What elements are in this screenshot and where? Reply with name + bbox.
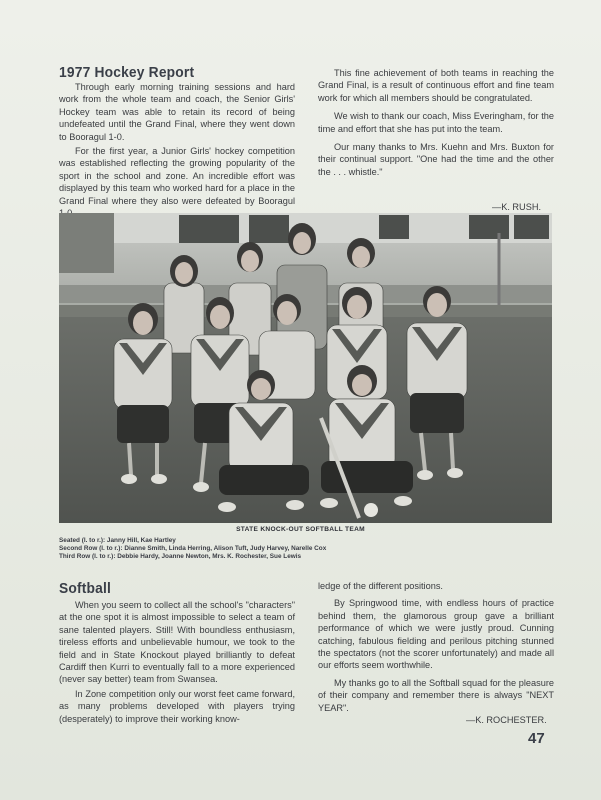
softball-paragraph-3: ledge of the different positions. xyxy=(318,581,443,591)
caption-seated: Seated (l. to r.): Janny Hill, Kae Hartley xyxy=(59,537,176,544)
hockey-paragraph-4: We wish to thank our coach, Miss Everingham, for the time and effort that she has put into the team. xyxy=(318,111,554,134)
hockey-paragraph-2: For the first year, a Junior Girls' hockey competition was established reflecting the growing popularity of the sport in the school and zone. An incredible effort was displayed by this team who worked hard for a place in the Grand Final where they also were defeated by Booragul xyxy=(59,146,295,206)
caption-second-row: Second Row (l. to r.): Dianne Smith, Linda Herring, Alison Tuft, Judy Harvey, Narelle Cox xyxy=(59,545,327,552)
caption-third-row: Third Row (l. to r.): Debbie Hardy, Joanne Newton, Mrs. K. Rochester, Sue Lewis xyxy=(59,553,302,560)
photo-caption xyxy=(59,537,326,561)
softball-paragraph-4: By Springwood time, with endless hours of practice behind them, the glamorous group gave a brilliant performance of which we were justly proud. Cunning catching, fabulous fielding and perilous pitching stunned the spectators (not the scorer unfortunately) and made all our efforts seem worthwhile. xyxy=(318,598,554,671)
softball-left-column xyxy=(59,599,295,727)
softball-signature: —K. ROCHESTER. xyxy=(466,715,547,725)
hockey-left-column xyxy=(59,81,295,221)
page-number: 47 xyxy=(528,730,545,747)
hockey-paragraph-5: Our many thanks to Mrs. Kuehn and Mrs. Buxton for their continual support. "One had the time and the other the . . . whistle." xyxy=(318,142,554,177)
hockey-report-heading: 1977 Hockey Report xyxy=(59,64,195,81)
softball-paragraph-1: When you seem to collect all the school's "characters" at the one spot it is almost impossible to select a team of sane talented players. Still! With boundless enthusiasm, tireless efforts and unbelievable humour, we took to the field and in State Knockout played brilliantly to defeat Cardiff then Kurri to eventually fall to a more experienced (never say better) team from Swansea. xyxy=(59,600,295,685)
photo-caption-title: STATE KNOCK-OUT SOFTBALL TEAM xyxy=(236,526,365,533)
hockey-right-column xyxy=(318,67,554,180)
softball-paragraph-2: In Zone competition only our worst feet came forward, as many problems developed with players trying (desperately) to improve their working know- xyxy=(59,688,295,724)
hockey-paragraph-3: This fine achievement of both teams in reaching the Grand Final, is a result of continuous effort and fine team work for which all members should be congratulated. xyxy=(318,68,554,103)
hockey-paragraph-1: Through early morning training sessions and hard work from the whole team and coach, the Senior Girls' Hockey team was able to retain its record of being undefeated until the Grand Final, where they went down to Booragul 1-0. xyxy=(59,82,295,142)
softball-paragraph-5: My thanks go to all the Softball squad for the pleasure of their company and remember there is always "NEXT YEAR". xyxy=(318,677,554,713)
hockey-signature: —K. RUSH. xyxy=(492,202,542,212)
softball-heading: Softball xyxy=(59,580,112,597)
team-photo-illustration xyxy=(59,213,552,523)
team-photograph xyxy=(59,213,552,523)
softball-right-column xyxy=(318,580,554,716)
